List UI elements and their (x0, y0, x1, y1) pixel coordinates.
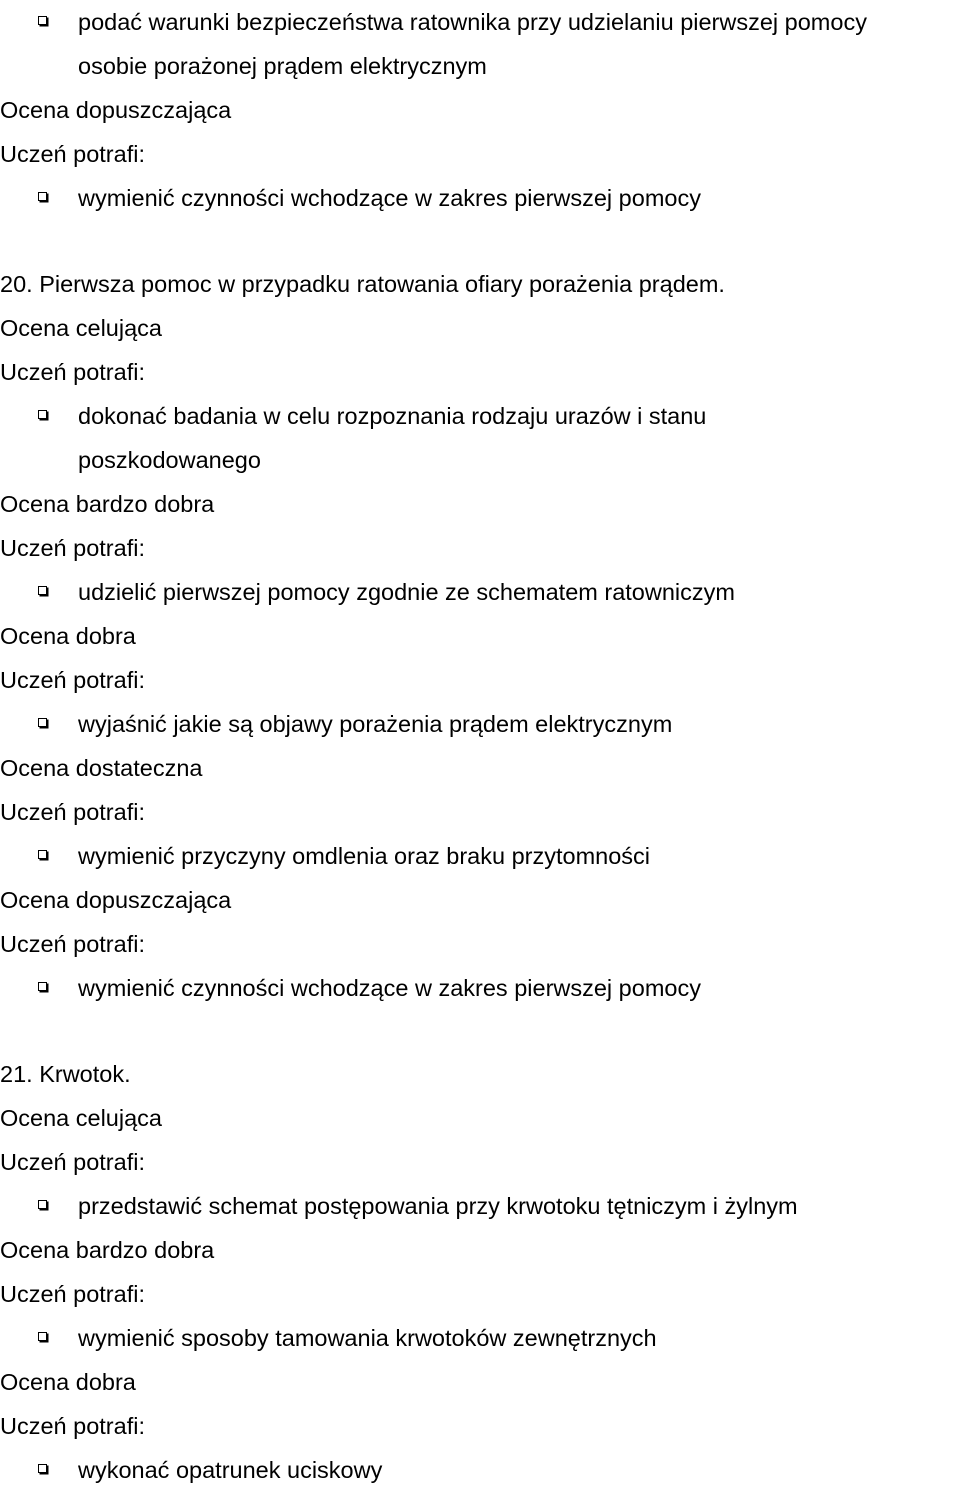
list-item-text: podać warunki bezpieczeństwa ratownika przy udzielaniu pierwszej pomocy (78, 9, 867, 35)
student-can-label: Uczeń potrafi: (0, 931, 145, 957)
section-heading: 21. Krwotok. (0, 1061, 131, 1087)
checkbox-bullet-icon (38, 410, 47, 419)
list-item-text: dokonać badania w celu rozpoznania rodzaju urazów i stanu (78, 403, 707, 429)
checkbox-bullet-icon (38, 850, 47, 859)
student-can-label: Uczeń potrafi: (0, 141, 145, 167)
list-item (0, 394, 960, 438)
list-item-text: wymienić sposoby tamowania krwotoków zewnętrznych (78, 1325, 657, 1351)
grade-label: Ocena bardzo dobra (0, 491, 215, 517)
section-spacer (0, 220, 960, 262)
student-can-label: Uczeń potrafi: (0, 667, 145, 693)
checkbox-bullet-icon (38, 982, 47, 991)
grade-label: Ocena dopuszczająca (0, 97, 232, 123)
checkbox-bullet-icon (38, 192, 47, 201)
student-can-label: Uczeń potrafi: (0, 1413, 145, 1439)
grade-label: Ocena celująca (0, 1105, 162, 1131)
student-can-label: Uczeń potrafi: (0, 359, 145, 385)
list-item-continuation: osobie porażonej prądem elektrycznym (78, 53, 487, 79)
list-item-text: wykonać opatrunek uciskowy (78, 1457, 383, 1483)
list-item (0, 702, 960, 746)
list-item-text: wymienić czynności wchodzące w zakres pierwszej pomocy (78, 185, 701, 211)
checkbox-bullet-icon (38, 718, 47, 727)
grade-label: Ocena dobra (0, 623, 136, 649)
grade-label: Ocena dostateczna (0, 755, 203, 781)
checkbox-bullet-icon (38, 1464, 47, 1473)
student-can-label: Uczeń potrafi: (0, 1149, 145, 1175)
list-item (0, 966, 960, 1010)
list-item (0, 1184, 960, 1228)
list-item-text: udzielić pierwszej pomocy zgodnie ze schematem ratowniczym (78, 579, 735, 605)
list-item-text: wymienić przyczyny omdlenia oraz braku przytomności (78, 843, 651, 869)
student-can-label: Uczeń potrafi: (0, 799, 145, 825)
list-item (0, 834, 960, 878)
checkbox-bullet-icon (38, 1200, 47, 1209)
grade-label: Ocena dopuszczająca (0, 887, 232, 913)
list-item (0, 1316, 960, 1360)
student-can-label: Uczeń potrafi: (0, 535, 145, 561)
grade-label: Ocena celująca (0, 315, 162, 341)
student-can-label: Uczeń potrafi: (0, 1281, 145, 1307)
grade-label: Ocena bardzo dobra (0, 1237, 215, 1263)
list-item (0, 176, 960, 220)
section-heading: 20. Pierwsza pomoc w przypadku ratowania ofiary porażenia prądem. (0, 271, 725, 297)
checkbox-bullet-icon (38, 586, 47, 595)
grade-label: Ocena dobra (0, 1369, 136, 1395)
list-item-text: przedstawić schemat postępowania przy krwotoku tętniczym i żylnym (78, 1193, 798, 1219)
section-spacer (0, 1010, 960, 1052)
checkbox-bullet-icon (38, 16, 47, 25)
list-item-text: wymienić czynności wchodzące w zakres pierwszej pomocy (78, 975, 701, 1001)
list-item (0, 0, 960, 44)
checkbox-bullet-icon (38, 1332, 47, 1341)
list-item-text: wyjaśnić jakie są objawy porażenia prądem elektrycznym (78, 711, 673, 737)
list-item-continuation: poszkodowanego (78, 447, 261, 473)
list-item (0, 570, 960, 614)
list-item (0, 1448, 960, 1492)
